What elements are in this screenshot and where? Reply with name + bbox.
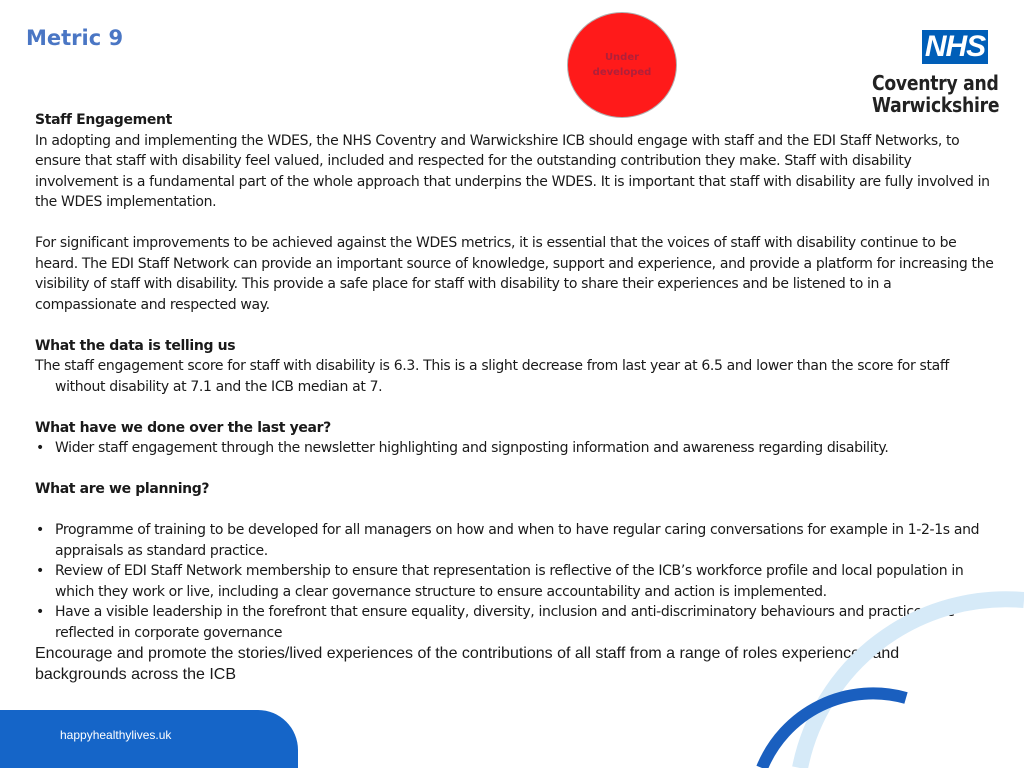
planning-item: • Review of EDI Staff Network membership to ensure that representation is reflective of the ICB’s workforce profile and local population in which they work or live, including a clear governance structure to ensure accountability and action is implemented.	[35, 561, 995, 602]
planning-list	[35, 520, 995, 643]
planning-item: • Programme of training to be developed for all managers on how and when to have regular caring conversations for example in 1-2-1s and appraisals as standard practice.	[35, 520, 995, 561]
dark-arc	[762, 693, 906, 768]
page-title: Metric 9	[26, 26, 124, 50]
main-content	[35, 110, 995, 685]
closing-statement: Encourage and promote the stories/lived experiences of the contributions of all staff from a range of roles experiences and backgrounds across the ICB	[35, 645, 900, 683]
data-line-2: without disability at 7.1 and the ICB median at 7.	[55, 378, 383, 395]
done-list	[35, 438, 995, 459]
nhs-logo	[872, 30, 1000, 117]
staff-engagement-paragraph-2: For significant improvements to be achieved against the WDES metrics, it is essential that the voices of staff with disability continue to be heard. The EDI Staff Network can provide an important source of knowledge, support and experience, and provide a platform for increasing the visibility of staff with disability. This provide a safe place for staff with disability to share their experiences and be listened to in a compassionate and respected way.	[35, 235, 994, 313]
footer-url[interactable]: happyhealthylives.uk	[60, 728, 172, 742]
data-line-1: The staff engagement score for staff with disability is 6.3. This is a slight decrease from last year at 6.5 and lower than the score for staff	[35, 358, 949, 374]
data-heading: What the data is telling us	[35, 337, 236, 354]
logo-line-2: Warwickshire	[872, 93, 1000, 117]
staff-engagement-heading: Staff Engagement	[35, 112, 172, 128]
status-indicator	[568, 13, 676, 117]
staff-engagement-paragraph-1: In adopting and implementing the WDES, the NHS Coventry and Warwickshire ICB should engage with staff and the EDI Staff Networks, to ensure that staff with disability feel valued, included and respected for the outstanding contribution they make. Staff with disability involvement is a fundamental part of the whole approach that underpins the WDES. It is important that staff with disability are fully involved in the WDES implementation.	[35, 132, 990, 210]
nhs-logo-mark: NHS	[922, 30, 988, 64]
done-heading: What have we done over the last year?	[35, 419, 331, 436]
planning-item: • Have a visible leadership in the forefront that ensure equality, diversity, inclusion and anti-discriminatory behaviours and practices are reflected in corporate governance	[35, 602, 995, 643]
logo-line-1: Coventry and	[872, 71, 999, 95]
done-item: • Wider staff engagement through the newsletter highlighting and signposting information and awareness regarding disability.	[35, 438, 995, 459]
planning-heading: What are we planning?	[35, 481, 210, 497]
status-label: Under developed	[592, 52, 652, 78]
